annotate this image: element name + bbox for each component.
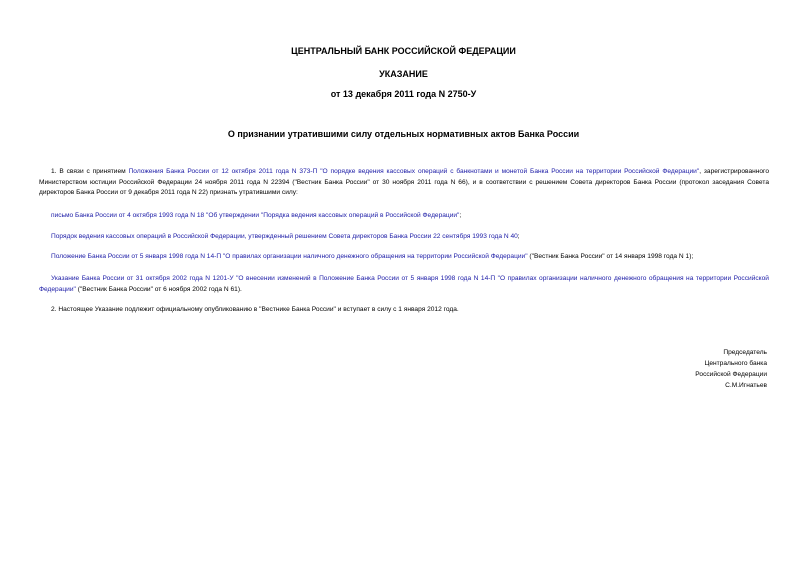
list-item	[51, 232, 769, 243]
list-item	[39, 274, 769, 295]
issuer-title: ЦЕНТРАЛЬНЫЙ БАНК РОССИЙСКОЙ ФЕДЕРАЦИИ	[291, 46, 516, 56]
paragraph-2: 2. Настоящее Указание подлежит официальному опубликованию в "Вестнике Банка России" и вступает в силу с 1 января 2012 года.	[51, 306, 459, 313]
document-date-number: от 13 декабря 2011 года N 2750-У	[330, 89, 477, 99]
list-item-suffix: ;	[517, 233, 520, 240]
list-item-suffix: ("Вестник Банка России" от 14 января 1998 года N 1);	[527, 253, 694, 260]
list-item-suffix: ;	[459, 212, 462, 219]
paragraph-1-suffix: , зарегистрированного Министерством юстиции Российской Федерации 24 ноября 2011 года N 22394 ("Вестник Банка России" от 30 ноября 2011 года N 66), и в соответствии с решением Совета директоров Банка России (протокол заседания Совета директоров Банка России от 9 декабря 2011 года N 22) признать утратившими силу:	[39, 168, 769, 196]
list-item-suffix: ("Вестник Банка России" от 6 ноября 2002 года N 61).	[75, 285, 242, 293]
signature-country: Российской Федерации	[695, 371, 767, 378]
link-regulation-373p[interactable]: Положения Банка России от 12 октября 2011 года N 373-П "О порядке ведения кассовых операций с банкнотами и монетой Банка России на территории Российской Федерации"	[128, 168, 700, 175]
link-letter-18[interactable]: письмо Банка России от 4 октября 1993 года N 18 "Об утверждении "Порядка ведения кассовых операций в Российской Федерации"	[51, 212, 460, 219]
signature-position: Председатель	[723, 349, 767, 356]
link-directive-1201u[interactable]: Указание Банка России от 31 октября 2002 года N 1201-У "О внесении изменений в Положение Банка России от 5 января 1998 года N 14-П "О правилах организации наличного денежного обращения на территории Российской Федерации"	[39, 275, 769, 293]
link-procedure-40[interactable]: Порядок ведения кассовых операций в Российской Федерации, утвержденный решением Совета директоров Банка России 22 сентября 1993 года N 40	[51, 233, 518, 240]
document-subject: О признании утратившими силу отдельных нормативных актов Банка России	[227, 129, 580, 139]
paragraph-1	[39, 167, 769, 199]
paragraph-1-prefix: 1. В связи с принятием	[51, 168, 129, 175]
link-regulation-14p[interactable]: Положение Банка России от 5 января 1998 года N 14-П "О правилах организации наличного денежного обращения на территории Российской Федерации"	[51, 253, 528, 260]
list-item	[51, 211, 769, 222]
list-item	[51, 252, 769, 263]
signature-organization: Центрального банка	[704, 360, 767, 367]
signature-name: С.М.Игнатьев	[725, 382, 767, 389]
document-type: УКАЗАНИЕ	[379, 69, 428, 79]
